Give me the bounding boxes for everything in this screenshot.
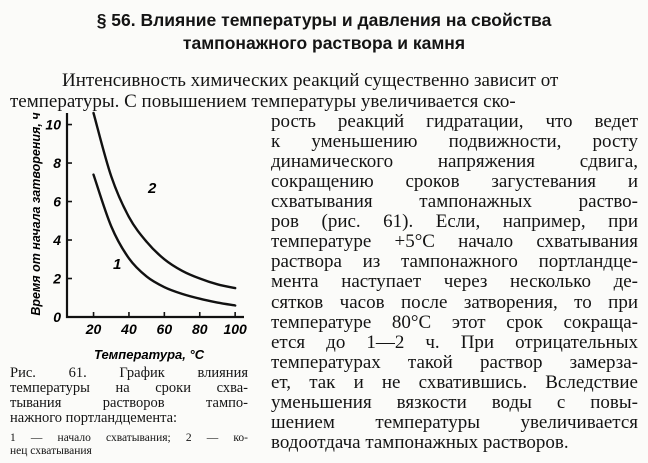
body-line-6: сокращению сроков загустевания и bbox=[271, 171, 638, 192]
x-tick-label: 20 bbox=[85, 321, 102, 337]
chart-axes bbox=[67, 113, 244, 317]
caption-line-1: Рис. 61. График влияния bbox=[10, 365, 248, 381]
body-line-15: температурах такой раствор замерза- bbox=[271, 352, 638, 373]
chart-series bbox=[94, 113, 236, 306]
x-tick-label: 100 bbox=[223, 321, 247, 337]
caption-legend-line-1: 1 — начало схватывания; 2 — ко- bbox=[10, 432, 248, 444]
curve-label-1: 1 bbox=[113, 256, 122, 273]
y-tick-label: 6 bbox=[53, 193, 61, 210]
caption-line-4: нажного портландцемента: bbox=[10, 410, 178, 426]
body-line-12: сятков часов после затворения, то при bbox=[271, 292, 638, 313]
curve-label-2: 2 bbox=[148, 180, 157, 197]
chart-ticks bbox=[45, 117, 247, 337]
body-line-9: температуре +5°C начало схватывания bbox=[271, 231, 638, 252]
body-line-4: к уменьшению подвижности, росту bbox=[271, 131, 638, 152]
caption-line-3: тывания растворов тампо- bbox=[10, 395, 248, 411]
x-tick-label: 40 bbox=[121, 321, 137, 337]
section-heading-line-2: тампонажного раствора и камня bbox=[182, 33, 466, 53]
body-line-7: схватывания тампонажных раство- bbox=[271, 191, 638, 212]
y-tick-label: 8 bbox=[53, 155, 61, 172]
x-tick-label: 80 bbox=[191, 321, 208, 337]
body-line-2: температуры. С повышением температуры увеличивается ско- bbox=[10, 91, 516, 112]
body-line-13: температуре 80°C этот срок сокраща- bbox=[271, 312, 638, 333]
body-line-14: ется до 1—2 ч. При отрицательных bbox=[271, 332, 638, 353]
y-tick-label: 2 bbox=[53, 270, 61, 287]
body-line-3: рость реакций гидратации, что ведет bbox=[271, 111, 638, 132]
x-axis-label: Температура, °C bbox=[94, 347, 205, 362]
body-line-11: мента наступает через несколько де- bbox=[271, 271, 638, 292]
x-tick-label: 60 bbox=[156, 321, 173, 337]
y-axis-label: Время от начала затворения, ч bbox=[29, 112, 43, 316]
body-line-10: раствора из тампонажного портландце- bbox=[271, 251, 638, 272]
series-line-1 bbox=[94, 175, 236, 306]
body-line-18: шением температуры увеличивается bbox=[271, 412, 638, 433]
body-line-16: ет, так и не схватившись. Вследствие bbox=[271, 372, 638, 393]
body-line-17: уменьшения вязкости воды с повы- bbox=[271, 392, 638, 413]
body-line-19: водоотдача тампонажных растворов. bbox=[271, 432, 569, 453]
body-line-5: динамического напряжения сдвига, bbox=[271, 151, 638, 172]
y-tick-label: 0 bbox=[53, 309, 61, 325]
body-line-8: ров (рис. 61). Если, например, при bbox=[271, 211, 638, 232]
y-tick-label: 10 bbox=[45, 116, 61, 133]
y-tick-label: 4 bbox=[53, 232, 61, 249]
caption-legend-line-2: нец схватывания bbox=[10, 445, 92, 457]
axis-lines bbox=[67, 113, 244, 317]
section-heading-line-1: § 56. Влияние температуры и давления на свойства bbox=[96, 10, 552, 30]
body-line-1: Интенсивность химических реакций существенно зависит от bbox=[62, 70, 559, 91]
caption-line-2: температуры на сроки схва- bbox=[10, 380, 248, 396]
